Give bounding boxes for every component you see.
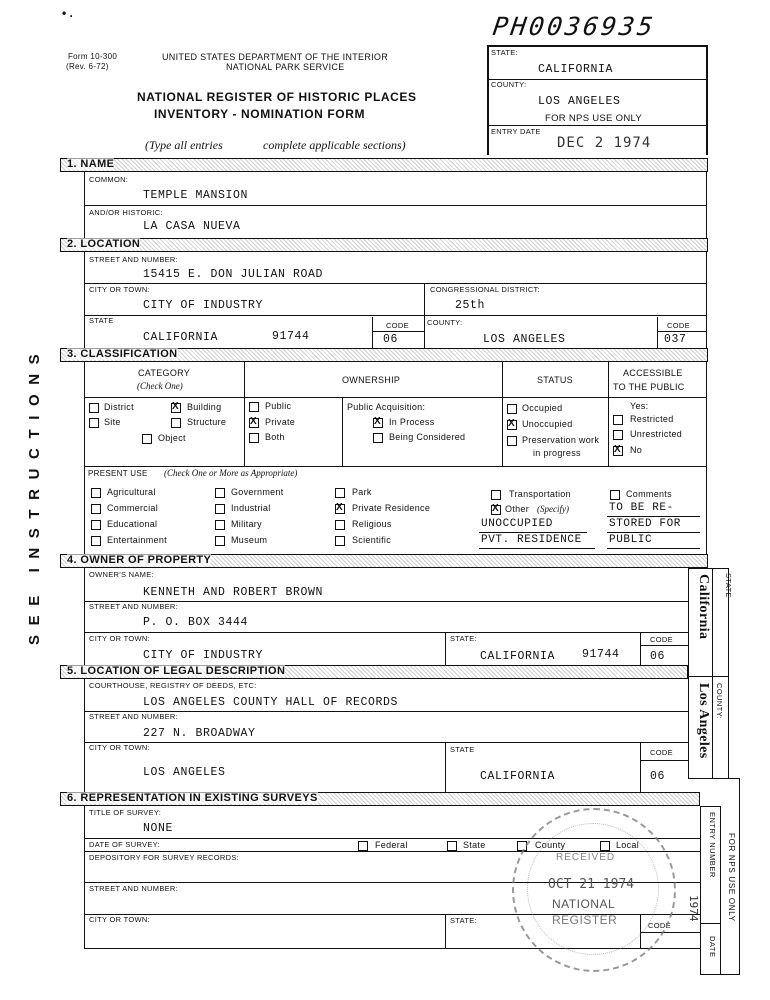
educational-checkbox[interactable] — [91, 520, 101, 530]
legal-city: LOS ANGELES — [143, 766, 226, 779]
private-label: Private — [265, 417, 296, 427]
local-survey-label: Local — [616, 840, 640, 850]
county-code: 037 — [664, 333, 687, 346]
nps-box-top — [487, 45, 708, 47]
government-checkbox[interactable] — [215, 488, 225, 498]
being-considered-checkbox[interactable] — [373, 433, 383, 443]
form-title: NATIONAL REGISTER OF HISTORIC PLACES — [137, 90, 417, 104]
side-state: California — [696, 574, 711, 640]
county-code-label: CODE — [667, 321, 690, 330]
structure-checkbox[interactable] — [171, 418, 181, 428]
section-4-header: 4. OWNER OF PROPERTY — [60, 554, 708, 568]
survey-street-label: STREET AND NUMBER: — [89, 884, 179, 893]
type-note-2: complete applicable sections) — [263, 138, 406, 152]
side-entry-number: ENTRY NUMBER — [708, 812, 717, 878]
private-checkbox[interactable] — [249, 418, 259, 428]
category-subheading: (Check One) — [137, 381, 183, 391]
accessible-heading-1: ACCESSIBLE — [623, 368, 683, 378]
location-city-label: CITY OR TOWN: — [89, 285, 150, 294]
entertainment-checkbox[interactable] — [91, 536, 101, 546]
restricted-checkbox[interactable] — [613, 415, 623, 425]
state-code-label: CODE — [386, 321, 409, 330]
side-state-label: STATE — [724, 573, 733, 599]
form-subtitle: INVENTORY - NOMINATION FORM — [154, 107, 366, 121]
owner-street-label: STREET AND NUMBER: — [89, 602, 179, 611]
both-label: Both — [265, 432, 285, 442]
occupied-label: Occupied — [522, 403, 563, 413]
owner-code: 06 — [650, 650, 666, 663]
see-instructions: SEE INSTRUCTIONS — [26, 344, 43, 645]
category-heading: CATEGORY — [138, 368, 191, 378]
other-label: Other — [505, 504, 530, 514]
private-residence-checkbox[interactable] — [335, 504, 345, 514]
form-revision: (Rev. 6-72) — [66, 62, 109, 71]
owner-name-label: OWNER'S NAME: — [89, 570, 154, 579]
building-label: Building — [187, 402, 222, 412]
location-county: LOS ANGELES — [483, 333, 566, 346]
site-label: Site — [104, 417, 121, 427]
occupied-checkbox[interactable] — [507, 404, 517, 414]
nps-state-value: CALIFORNIA — [538, 63, 614, 76]
agricultural-checkbox[interactable] — [91, 488, 101, 498]
industrial-label: Industrial — [231, 503, 271, 513]
stamp-line-3: NATIONAL — [552, 897, 616, 911]
courthouse: LOS ANGELES COUNTY HALL OF RECORDS — [143, 696, 399, 709]
survey-date-label: DATE OF SURVEY: — [89, 840, 160, 849]
other-checkbox[interactable] — [491, 505, 501, 515]
legal-city-label: CITY OR TOWN: — [89, 743, 150, 752]
stamp-line-1: RECEIVED — [556, 852, 616, 863]
owner-code-label: CODE — [650, 635, 673, 644]
section-5-header: 5. LOCATION OF LEGAL DESCRIPTION — [60, 665, 688, 679]
legal-state-label: STATE — [450, 745, 475, 754]
federal-label: Federal — [375, 840, 408, 850]
building-checkbox[interactable] — [171, 403, 181, 413]
section-1-header: 1. NAME — [60, 158, 708, 172]
present-use-label: PRESENT USE — [88, 469, 148, 478]
industrial-checkbox[interactable] — [215, 504, 225, 514]
state-survey-checkbox[interactable] — [447, 841, 457, 851]
unrestricted-checkbox[interactable] — [613, 430, 623, 440]
nps-county-value: LOS ANGELES — [538, 95, 621, 108]
religious-checkbox[interactable] — [335, 520, 345, 530]
county-survey-label: County — [535, 840, 566, 850]
restricted-label: Restricted — [630, 414, 674, 424]
side-date: DATE — [708, 936, 717, 958]
unoccupied-checkbox[interactable] — [507, 420, 517, 430]
agency-line-2: NATIONAL PARK SERVICE — [226, 62, 345, 72]
status-heading: STATUS — [537, 375, 573, 385]
state-survey-label: State — [463, 840, 486, 850]
other-text-5: PUBLIC — [609, 534, 653, 546]
congressional-district-label: CONGRESSIONAL DISTRICT: — [430, 285, 540, 294]
in-process-checkbox[interactable] — [373, 418, 383, 428]
congressional-district: 25th — [455, 299, 486, 312]
military-checkbox[interactable] — [215, 520, 225, 530]
type-note-1: (Type all entries — [145, 138, 223, 152]
public-label: Public — [265, 401, 292, 411]
historic-name: LA CASA NUEVA — [143, 220, 241, 233]
survey-city-label: CITY OR TOWN: — [89, 915, 150, 924]
location-street-label: STREET AND NUMBER: — [89, 255, 179, 264]
no-label: No — [630, 445, 643, 455]
stamp-line-4: REGISTER — [552, 913, 618, 927]
transportation-checkbox[interactable] — [491, 490, 501, 500]
section-3-header: 3. CLASSIFICATION — [60, 348, 708, 362]
park-label: Park — [352, 487, 372, 497]
common-label: COMMON: — [89, 175, 129, 184]
depository-label: DEPOSITORY FOR SURVEY RECORDS: — [89, 853, 240, 862]
location-city: CITY OF INDUSTRY — [143, 299, 264, 312]
owner-city: CITY OF INDUSTRY — [143, 649, 264, 662]
commercial-label: Commercial — [107, 503, 159, 513]
transportation-label: Transportation — [509, 489, 571, 499]
owner-state-label: STATE: — [450, 634, 477, 643]
government-label: Government — [231, 487, 284, 497]
nps-box-right — [706, 45, 708, 155]
legal-state: CALIFORNIA — [480, 770, 556, 783]
museum-label: Museum — [231, 535, 268, 545]
nps-county-label: COUNTY: — [491, 80, 527, 89]
private-residence-label: Private Residence — [352, 503, 431, 513]
present-use-note: (Check One or More as Appropriate) — [164, 468, 298, 478]
owner-zip: 91744 — [582, 648, 620, 661]
stamp-date: OCT 21 1974 — [548, 877, 635, 892]
location-county-label: COUNTY: — [427, 318, 463, 327]
other-text-3: STORED FOR — [609, 518, 682, 530]
public-checkbox[interactable] — [249, 402, 259, 412]
side-nps-use-only: FOR NPS USE ONLY — [727, 833, 736, 922]
both-checkbox[interactable] — [249, 433, 259, 443]
object-checkbox[interactable] — [142, 434, 152, 444]
form-number: Form 10-300 — [68, 52, 118, 61]
survey-title: NONE — [143, 822, 174, 835]
structure-label: Structure — [187, 417, 227, 427]
location-zip: 91744 — [272, 330, 310, 343]
no-checkbox[interactable] — [613, 446, 623, 456]
yes-label: Yes: — [630, 401, 649, 411]
in-progress-label: in progress — [533, 448, 581, 458]
nps-state-label: STATE: — [491, 48, 518, 57]
entry-date-label: ENTRY DATE — [491, 127, 541, 136]
legal-street-label: STREET AND NUMBER: — [89, 712, 179, 721]
legal-code: 06 — [650, 770, 666, 783]
other-text-2: UNOCCUPIED — [481, 518, 554, 530]
historic-label: AND/OR HISTORIC: — [89, 208, 163, 217]
location-state-label: STATE — [89, 316, 114, 325]
other-text-4: PVT. RESIDENCE — [481, 534, 582, 546]
owner-city-label: CITY OR TOWN: — [89, 634, 150, 643]
agency-line-1: UNITED STATES DEPARTMENT OF THE INTERIOR — [162, 52, 389, 62]
comments-label: Comments — [626, 489, 672, 499]
survey-code-label: CODE — [648, 921, 671, 930]
legal-code-label: CODE — [650, 748, 673, 757]
scientific-checkbox[interactable] — [335, 536, 345, 546]
section-6-header: 6. REPRESENTATION IN EXISTING SURVEYS — [60, 792, 700, 806]
district-checkbox[interactable] — [89, 403, 99, 413]
unoccupied-label: Unoccupied — [522, 419, 573, 429]
museum-checkbox[interactable] — [215, 536, 225, 546]
reference-number: PH0036935 — [490, 12, 658, 41]
state-code: 06 — [383, 333, 399, 346]
religious-label: Religious — [352, 519, 392, 529]
preservation-label: Preservation work — [522, 435, 600, 445]
military-label: Military — [231, 519, 262, 529]
preservation-checkbox[interactable] — [507, 436, 517, 446]
entertainment-label: Entertainment — [107, 535, 167, 545]
public-acquisition-label: Public Acquisition: — [347, 402, 426, 412]
survey-state-label: STATE: — [450, 916, 477, 925]
owner-street: P. O. BOX 3444 — [143, 616, 249, 629]
comments-checkbox[interactable] — [610, 490, 620, 500]
section-2-header: 2. LOCATION — [60, 238, 708, 252]
owner-name: KENNETH AND ROBERT BROWN — [143, 586, 324, 599]
accessible-heading-2: TO THE PUBLIC — [613, 382, 685, 392]
nps-box-left — [487, 45, 489, 155]
park-checkbox[interactable] — [335, 488, 345, 498]
side-entry-value: 1974 — [687, 895, 700, 922]
other-text-1: TO BE RE- — [609, 502, 674, 514]
side-county-label: COUNTY: — [715, 683, 724, 720]
agricultural-label: Agricultural — [107, 487, 156, 497]
district-label: District — [104, 402, 134, 412]
location-state: CALIFORNIA — [143, 331, 219, 344]
scientific-label: Scientific — [352, 535, 392, 545]
in-process-label: In Process — [389, 417, 435, 427]
legal-street: 227 N. BROADWAY — [143, 727, 256, 740]
other-specify: (Specify) — [537, 504, 569, 514]
object-label: Object — [158, 433, 186, 443]
ownership-heading: OWNERSHIP — [342, 375, 401, 385]
educational-label: Educational — [107, 519, 158, 529]
nps-use-only: FOR NPS USE ONLY — [545, 113, 643, 124]
commercial-checkbox[interactable] — [91, 504, 101, 514]
side-county: Los Angeles — [696, 683, 711, 759]
courthouse-label: COURTHOUSE, REGISTRY OF DEEDS, ETC: — [89, 681, 257, 690]
entry-date-stamp: DEC 2 1974 — [557, 135, 652, 151]
being-considered-label: Being Considered — [389, 432, 466, 442]
location-street: 15415 E. DON JULIAN ROAD — [143, 268, 324, 281]
common-name: TEMPLE MANSION — [143, 189, 249, 202]
federal-checkbox[interactable] — [358, 841, 368, 851]
survey-title-label: TITLE OF SURVEY: — [89, 808, 162, 817]
owner-state: CALIFORNIA — [480, 650, 556, 663]
unrestricted-label: Unrestricted — [630, 429, 683, 439]
site-checkbox[interactable] — [89, 418, 99, 428]
top-specks: • . — [62, 6, 73, 20]
